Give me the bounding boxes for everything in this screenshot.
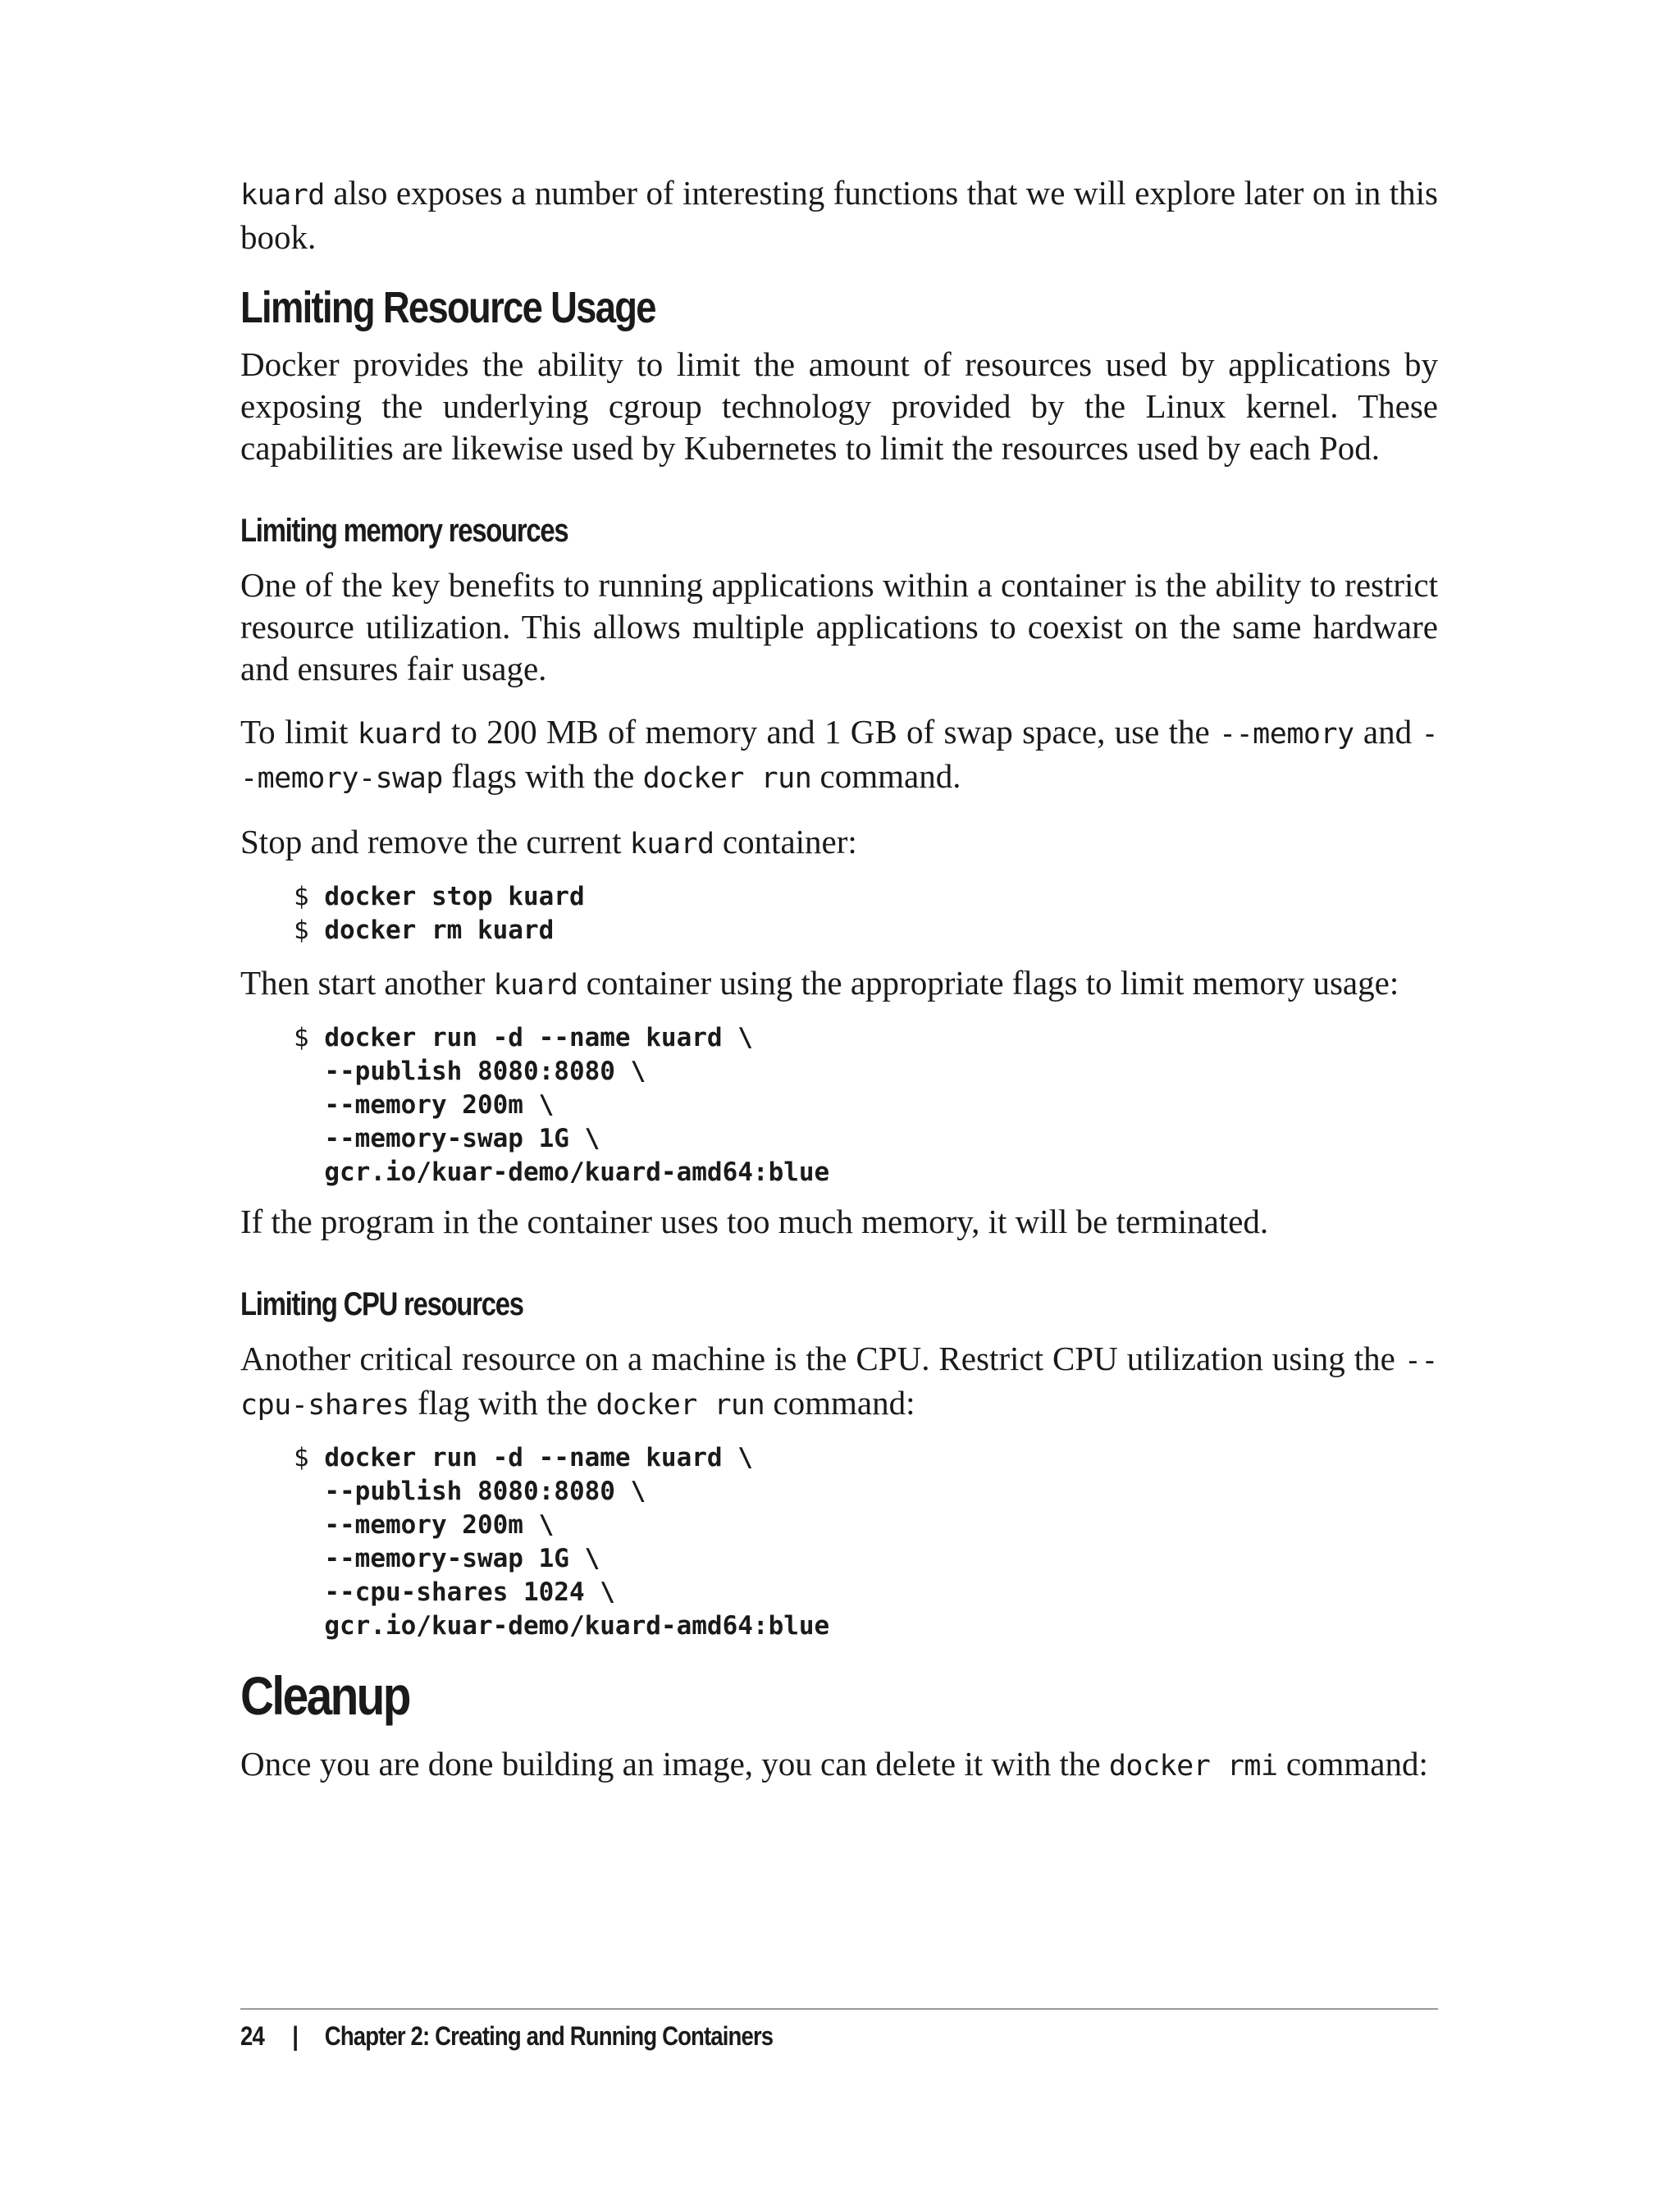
inline-code: kuard: [493, 969, 578, 1002]
chapter-title: Chapter 2: Creating and Running Containers: [324, 2021, 774, 2051]
page-footer: [240, 2008, 1438, 2052]
code-block-run-cpu: $ docker run -d --name kuard \ --publish 8080:8080 \ --memory 200m \ --memory-swap 1G \ --cpu-shares 1024 \ gcr.io/kuar-demo/kuard-amd64:blue: [294, 1443, 830, 1641]
memory-paragraph-5: If the program in the container uses too much memory, it will be terminated.: [240, 1203, 1269, 1240]
memory-paragraph-3: Stop and remove the current kuard container:: [240, 823, 857, 861]
memory-paragraph-4: Then start another kuard container using the appropriate flags to limit memory usage:: [240, 964, 1399, 1002]
inline-code: kuard: [240, 179, 325, 212]
footer-separator: |: [292, 2021, 299, 2051]
limiting-intro-paragraph: Docker provides the ability to limit the amount of resources used by applications by exposing the underlying cgroup technology provided by the Linux kernel. These capabilities are likewise used by Kubernetes to limit the resources used by each Pod.: [240, 345, 1438, 467]
page-content: [240, 172, 1438, 1787]
section-heading-cleanup: Cleanup: [240, 1665, 409, 1726]
inline-code: docker rmi: [1108, 1750, 1278, 1783]
subsection-heading-memory: Limiting memory resources: [240, 513, 568, 549]
inline-code: kuard: [357, 718, 442, 751]
inline-code: --cpu-shares: [240, 1344, 1438, 1422]
cleanup-paragraph: Once you are done building an image, you can delete it with the docker rmi command:: [240, 1745, 1428, 1783]
code-block-run-memory: $ docker run -d --name kuard \ --publish 8080:8080 \ --memory 200m \ --memory-swap 1G \ gcr.io/kuar-demo/kuard-amd64:blue: [294, 1023, 830, 1187]
inline-code: --memory-swap: [240, 718, 1439, 795]
inline-code: --memory: [1219, 718, 1354, 751]
memory-paragraph-1: One of the key benefits to running applications within a container is the ability to restrict resource utilization. This allows multiple applications to coexist on the same hardware and ensures fair usage.: [240, 566, 1438, 687]
section-heading-limiting-resource-usage: Limiting Resource Usage: [240, 283, 655, 332]
cpu-paragraph-1: Another critical resource on a machine is the CPU. Restrict CPU utilization using the --cpu-shares flag with the docker run command:: [240, 1340, 1438, 1422]
inline-code: docker run: [596, 1389, 765, 1422]
memory-paragraph-2: To limit kuard to 200 MB of memory and 1 GB of swap space, use the --memory and --memory-swap flags with the docker run command.: [240, 713, 1439, 795]
code-block-stop-remove: $ docker stop kuard $ docker rm kuard: [294, 882, 585, 945]
inline-code: kuard: [629, 828, 714, 861]
page-number: 24: [240, 2021, 264, 2051]
subsection-heading-cpu: Limiting CPU resources: [240, 1286, 523, 1322]
intro-paragraph: kuard also exposes a number of interesting functions that we will explore later on in this book.: [240, 174, 1438, 256]
inline-code: docker run: [642, 762, 812, 795]
